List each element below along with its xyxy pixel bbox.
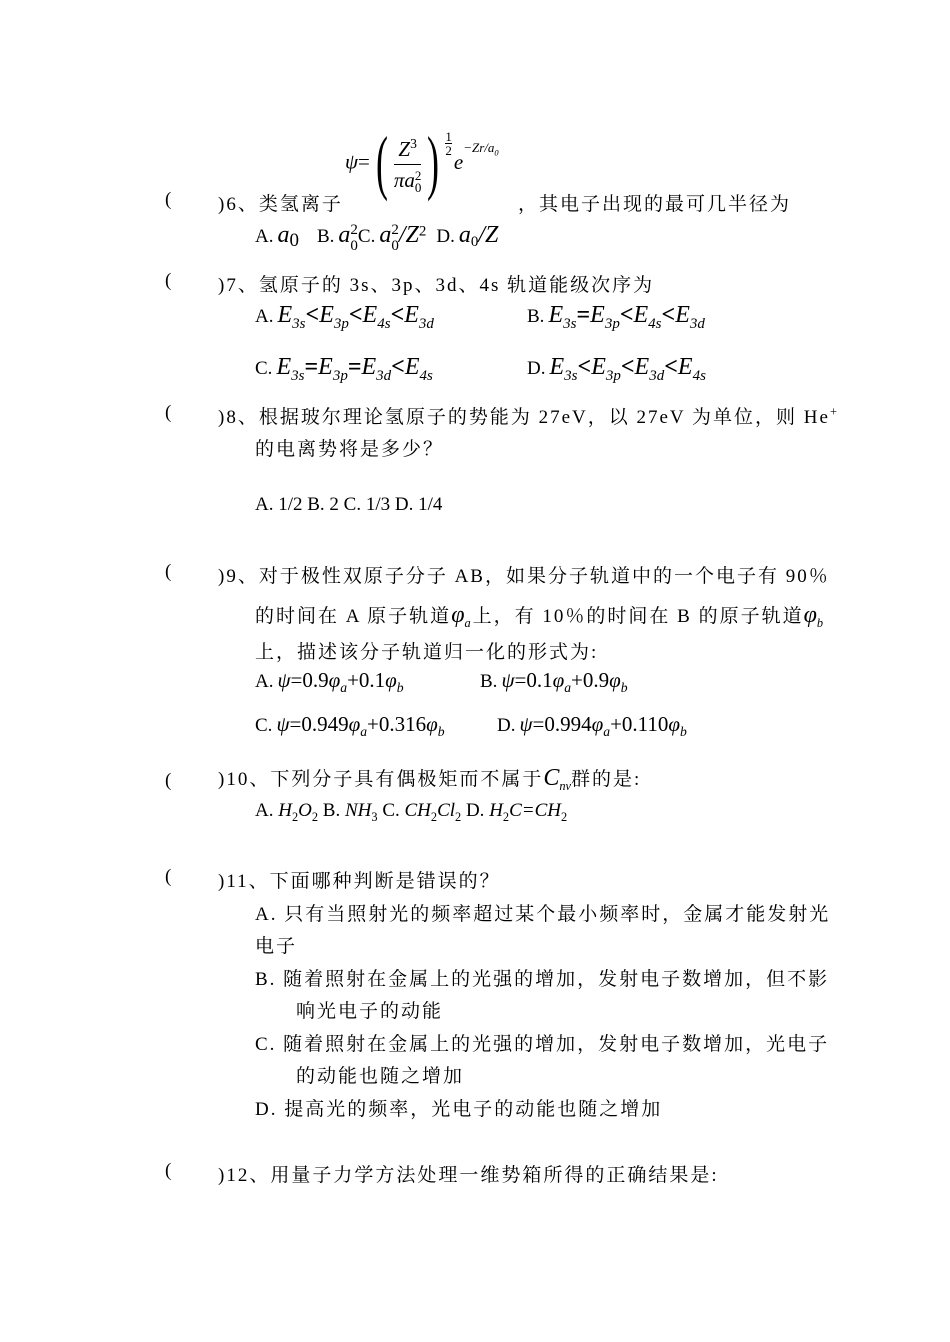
q9-option-a-label: A.	[255, 671, 274, 692]
q6-stem-before: 类氢离子	[258, 194, 343, 215]
power-fraction	[445, 130, 452, 157]
right-paren: )	[427, 122, 440, 202]
q6-number: )6、类氢离子	[218, 194, 343, 215]
q9-option-c-label: C.	[255, 715, 273, 736]
q10-stem	[218, 764, 641, 794]
q10-paren: (	[165, 770, 172, 791]
q9-stem-line1	[218, 561, 830, 588]
q11-option-a-line2: 电子	[255, 936, 298, 957]
option-d-sub: 0	[470, 234, 479, 251]
q8-number: )8、	[218, 407, 259, 428]
q7-option-d	[527, 354, 706, 385]
denominator-subscript: 0	[414, 180, 422, 196]
q7-stem	[218, 270, 654, 297]
q9-option-b-formula: $\psi=0.1\varphi_a+0.9\varphi_b$	[501, 668, 628, 696]
q7-option-b	[527, 302, 705, 333]
psi-symbol: ψ	[345, 149, 359, 174]
q11-option-a-line1: A. 只有当照射光的频率超过某个最小频率时，金属才能发射光	[255, 904, 831, 925]
q12-stem	[218, 1160, 719, 1187]
q9-option-a-formula: $\psi=0.9\varphi_a+0.1\varphi_b$	[277, 668, 404, 696]
option-b-sub: 0	[350, 238, 358, 255]
option-a-sub: 0	[289, 230, 299, 252]
q12-number: )12、	[218, 1165, 271, 1186]
option-b-sup: 2	[350, 222, 358, 239]
option-b-value: a	[338, 222, 351, 248]
q9-option-b	[480, 668, 628, 696]
q11-option-c-line2: 的动能也随之增加	[296, 1066, 465, 1087]
q9-number: )9、	[218, 566, 259, 587]
q9-option-c-formula: $\psi=0.949\varphi_a+0.316\varphi_b$	[276, 712, 445, 740]
q11-paren: (	[165, 866, 172, 887]
q10-stem-before: 下列分子具有偶极矩而不属于	[270, 769, 544, 790]
q7-option-c-label: C.	[255, 358, 273, 379]
q7-option-a	[255, 302, 434, 333]
option-c-rest-sup: 2	[418, 223, 427, 240]
equals-sign: =	[358, 149, 370, 174]
q8-options: A. 1/2 B. 2 C. 1/3 D. 1/4	[255, 494, 443, 515]
option-d-label: D.	[436, 226, 455, 247]
q11-stem-text: 下面哪种判断是错误的？	[269, 871, 501, 892]
q7-option-d-formula: $E_{3s}<E_{3p}<E_{3d}<E_{4s}$	[549, 354, 706, 384]
q11-option-b-line1: B. 随着照射在金属上的光强的增加，发射电子数增加，但不影	[255, 969, 830, 990]
q7-option-b-formula: $E_{3s}=E_{3p}<E_{4s}<E_{3d}$	[548, 302, 705, 332]
q10-stem-after: 群的是:	[571, 769, 642, 790]
q9-option-d-label: D.	[497, 715, 516, 736]
exponent-subscript: 0	[494, 147, 499, 158]
option-a-value: a	[277, 222, 290, 248]
q9-stem-line3: 上，描述该分子轨道归一化的形式为:	[255, 642, 599, 663]
q7-option-c-formula: $E_{3s}=E_{3p}=E_{3d}<E_{4s}$	[276, 354, 433, 384]
cnv-sub: nv	[559, 778, 572, 793]
numerator-exponent: 3	[410, 136, 417, 151]
option-d-rest: /Z	[478, 222, 499, 248]
q9-option-b-label: B.	[480, 671, 498, 692]
power-numerator: 1	[445, 129, 452, 144]
q7-option-a-formula: $E_{3s}<E_{3p}<E_{4s}<E_{3d}$	[277, 302, 434, 332]
power-denominator: 2	[445, 143, 452, 158]
q6-paren: (	[165, 189, 172, 210]
q9-stem-line2	[255, 601, 825, 631]
q8-stem-line1	[218, 402, 839, 429]
q7-stem-text: 氢原子的 3s、3p、3d、4s 轨道能级次序为	[258, 275, 655, 296]
q9-option-d	[497, 712, 687, 740]
q12-paren: (	[165, 1160, 172, 1181]
q8-stem-line2: 的电离势将是多少？	[255, 439, 445, 460]
q6-stem-after: ，其电子出现的最可几半径为	[518, 194, 792, 215]
phi-a-symbol: φ	[451, 602, 465, 628]
exponent: $-Zr/a_0$	[463, 140, 499, 158]
q7-option-c	[255, 354, 433, 385]
q7-option-a-label: A.	[255, 306, 274, 327]
option-c-rest: /Z	[398, 222, 419, 248]
q7-option-d-label: D.	[527, 358, 546, 379]
q11-stem	[218, 866, 501, 893]
left-paren: (	[375, 122, 388, 202]
option-c-sup: 2	[391, 222, 399, 239]
q8-stem-text: 根据玻尔理论氢原子的势能为 27eV，以 27eV 为单位，则 He	[258, 407, 830, 428]
option-c-sub: 0	[391, 238, 399, 255]
q10-number: )10、	[218, 769, 271, 790]
fraction-numerator: Z	[398, 137, 411, 161]
q11-option-d: D. 提高光的频率，光电子的动能也随之增加	[255, 1099, 663, 1120]
phi-b-sub: b	[816, 615, 826, 630]
q8-paren: (	[165, 402, 172, 423]
q11-number: )11、	[218, 871, 270, 892]
option-c-value: a	[379, 222, 392, 248]
q9-stem-line2-b: 上，有 10％的时间在 B 的原子轨道	[472, 606, 804, 627]
fraction-denominator: πa	[393, 168, 415, 192]
q9-option-a	[255, 668, 404, 696]
q7-number: )7、	[218, 275, 259, 296]
fraction	[394, 129, 422, 195]
option-c-label: C.	[357, 226, 376, 247]
phi-b-symbol: φ	[803, 602, 817, 628]
q8-stem-sup: +	[829, 404, 839, 419]
q7-option-b-label: B.	[527, 306, 545, 327]
q6-formula	[345, 122, 499, 206]
q9-option-c	[255, 712, 445, 740]
phi-a-sub: a	[464, 615, 473, 630]
option-d-value: a	[458, 222, 471, 248]
q9-stem-line2-a: 的时间在 A 原子轨道	[255, 606, 452, 627]
cnv-symbol: C	[543, 765, 560, 791]
denominator-exponent: 2	[414, 168, 422, 184]
q9-stem-text: 对于极性双原子分子 AB，如果分子轨道中的一个电子有 90％	[258, 566, 830, 587]
q11-option-b-line2: 响光电子的动能	[296, 1001, 444, 1022]
exp-base: e	[453, 149, 464, 174]
option-b-label: B.	[316, 226, 335, 247]
q11-option-c-line1: C. 随着照射在金属上的光强的增加，发射电子数增加，光电子	[255, 1034, 830, 1055]
option-a-label: A.	[255, 226, 274, 247]
q7-paren: (	[165, 270, 172, 291]
q9-paren: (	[165, 561, 172, 582]
q12-stem-text: 用量子力学方法处理一维势箱所得的正确结果是:	[270, 1165, 719, 1186]
q6-options	[255, 222, 498, 254]
q9-option-d-formula: $\psi=0.994\varphi_a+0.110\varphi_b$	[519, 712, 687, 740]
q10-options: A. $H_2O_2$ B. $NH_3$ C. $CH_2Cl_2$ D. $H_2C=CH_2$	[255, 800, 568, 824]
